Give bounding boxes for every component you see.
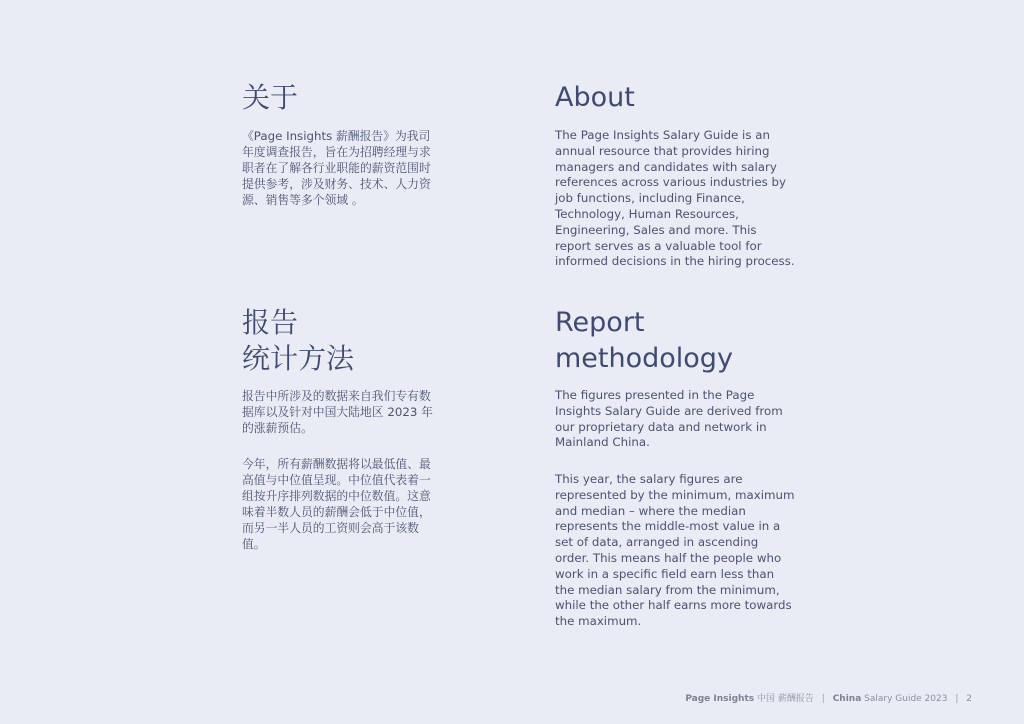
page-footer (685, 692, 972, 706)
page-number: 2 (966, 694, 972, 704)
methodology-paragraph-2-cn: 今年，所有薪酬数据将以最低值、最高值与中位值呈现。中位值代表着一组按升序排列数据的中位数值。这意味着半数人员的薪酬会低于中位值，而另一半人员的工资则会高于该数值。 (242, 457, 431, 551)
footer-region: China (832, 694, 862, 704)
methodology-heading-en: Report methodology (555, 307, 733, 374)
methodology-paragraph-2-en: This year, the salary figures are represented by the minimum, maximum and median – where the median represents the middle-most value in a set of data, arranged in ascending order. This means half the people who work in a specific field earn less than the median salary from the minimum, while the other half earns more towards the maximum. (555, 472, 795, 629)
footer-guide-title: Salary Guide 2023 (864, 694, 948, 704)
methodology-paragraph-1-en: The figures presented in the Page Insights Salary Guide are derived from our proprietary data and network in Mainland China. (555, 388, 783, 450)
footer-brand: Page Insights (685, 694, 755, 704)
about-body-cn: 《Page Insights 薪酬报告》为我司年度调查报告，旨在为招聘经理与求职者在了解各行业职能的薪资范围时提供参考，涉及财务、技术、人力资源、销售等多个领域 。 (242, 129, 431, 207)
footer-brand-cn: 中国 薪酬报告 (757, 694, 814, 704)
footer-separator-2: | (955, 694, 959, 704)
about-heading-cn: 关于 (242, 81, 299, 114)
methodology-paragraph-1-cn: 报告中所涉及的数据来自我们专有数据库以及针对中国大陆地区 2023 年的涨薪预估。 (242, 389, 433, 435)
footer-separator: | (821, 694, 825, 704)
methodology-heading-cn: 报告 统计方法 (242, 306, 355, 375)
about-heading-en: About (555, 82, 635, 113)
about-body-en: The Page Insights Salary Guide is an annual resource that provides hiring managers and candidates with salary references across various industries by job functions, including Finance, Technology, Human Resources, Engineering, Sales and more. This report serves as a valuable tool for informed decisions in the hiring process. (555, 128, 795, 269)
